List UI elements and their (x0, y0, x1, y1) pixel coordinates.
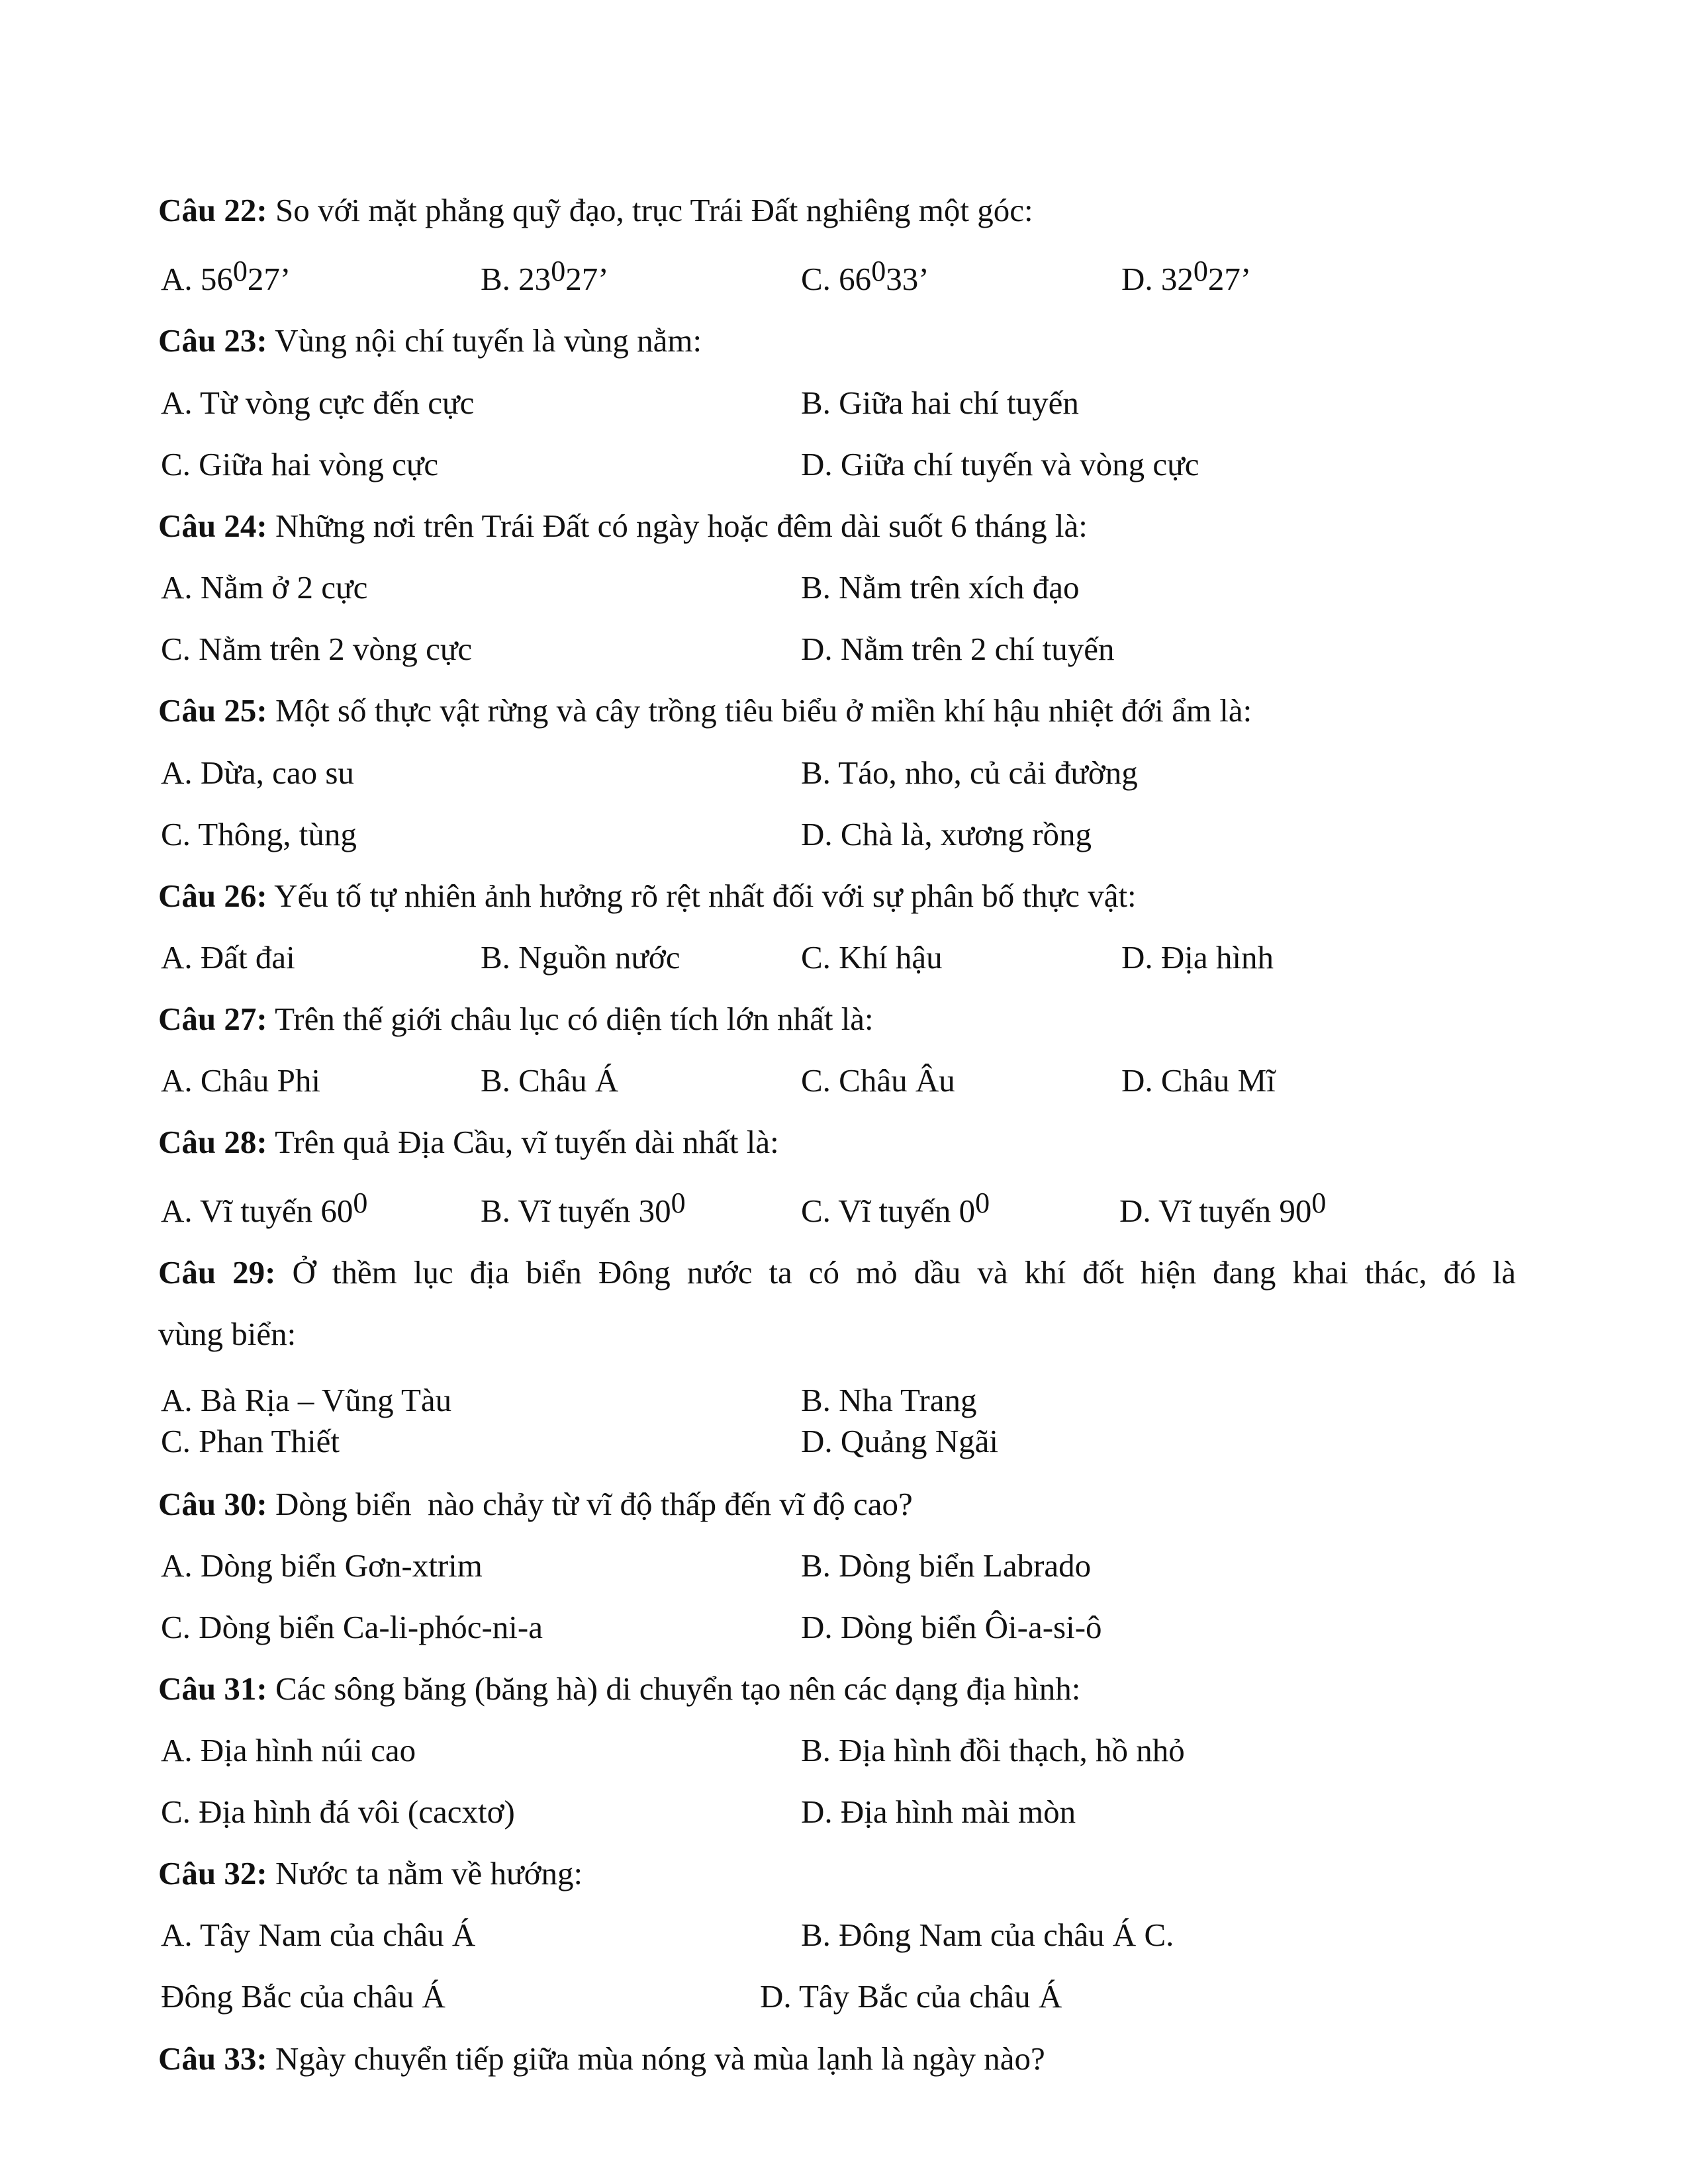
question-text: Vùng nội chí tuyến là vùng nằm: (267, 322, 702, 359)
option-c: C. Thông, tùng (161, 816, 357, 852)
option-d: D. Vĩ tuyến 900 (1119, 1187, 1327, 1229)
question-number: Câu 32: (158, 1855, 267, 1891)
question-number: Câu 27: (158, 1001, 267, 1037)
option-b: B. Giữa hai chí tuyến (801, 385, 1079, 421)
option-b: B. Vĩ tuyến 300 (481, 1187, 686, 1229)
option-a: A. Dòng biển Gơn-xtrim (161, 1547, 483, 1584)
option-d: D. 32027’ (1121, 255, 1252, 297)
option-d: D. Giữa chí tuyến và vòng cực (801, 446, 1199, 482)
question-number: Câu 31: (158, 1670, 267, 1707)
question-text: Dòng biển nào chảy từ vĩ độ thấp đến vĩ độ cao? (267, 1486, 913, 1522)
option-c: C. Vĩ tuyến 00 (801, 1187, 990, 1229)
option-d: D. Địa hình mài mòn (801, 1794, 1076, 1830)
option-c: C. Phan Thiết (161, 1423, 340, 1459)
option-c: C. Địa hình đá vôi (cacxtơ) (161, 1794, 515, 1830)
option-b: B. Nguồn nước (481, 939, 680, 976)
question-26 (158, 880, 1137, 912)
question-22 (158, 194, 1033, 226)
option-d: D. Chà là, xương rồng (801, 816, 1092, 852)
question-number: Câu 26: (158, 878, 267, 914)
option-a: A. Dừa, cao su (161, 754, 354, 791)
option-b: B. Nằm trên xích đạo (801, 569, 1080, 606)
question-text: Một số thực vật rừng và cây trồng tiêu biểu ở miền khí hậu nhiệt đới ẩm là: (267, 692, 1252, 729)
question-text: Trên quả Địa Cầu, vĩ tuyến dài nhất là: (267, 1124, 779, 1160)
option-a: A. Nằm ở 2 cực (161, 569, 368, 606)
option-b: B. Táo, nho, củ cải đường (801, 754, 1138, 791)
option-b: B. 23027’ (481, 255, 609, 297)
question-text: So với mặt phẳng quỹ đạo, trục Trái Đất nghiêng một góc: (267, 192, 1033, 228)
question-31 (158, 1672, 1080, 1705)
question-number: Câu 24: (158, 508, 267, 544)
option-a: A. 56027’ (161, 255, 291, 297)
question-text: Ngày chuyển tiếp giữa mùa nóng và mùa lạnh là ngày nào? (267, 2040, 1045, 2077)
option-a: A. Tây Nam của châu Á (161, 1917, 476, 1953)
option-c: C. Nằm trên 2 vòng cực (161, 631, 473, 667)
question-24 (158, 510, 1088, 542)
option-c: Đông Bắc của châu Á (161, 1978, 445, 2015)
question-text: Trên thế giới châu lục có diện tích lớn nhất là: (267, 1001, 874, 1037)
option-b: B. Địa hình đồi thạch, hồ nhỏ (801, 1732, 1185, 1768)
option-b: B. Đông Nam của châu Á C. (801, 1917, 1174, 1953)
question-text: Những nơi trên Trái Đất có ngày hoặc đêm dài suốt 6 tháng là: (267, 508, 1088, 544)
option-a: A. Từ vòng cực đến cực (161, 385, 475, 421)
question-number: Câu 23: (158, 322, 267, 359)
option-c: C. Khí hậu (801, 939, 943, 976)
option-a: A. Bà Rịa – Vũng Tàu (161, 1382, 452, 1418)
option-d: D. Châu Mĩ (1121, 1062, 1276, 1099)
question-text: Nước ta nằm về hướng: (267, 1855, 583, 1891)
option-c: C. Châu Âu (801, 1062, 955, 1099)
question-number: Câu 33: (158, 2040, 267, 2077)
question-28 (158, 1126, 779, 1158)
question-number: Câu 29: (158, 1254, 276, 1291)
option-b: B. Dòng biển Labrado (801, 1547, 1092, 1584)
question-number: Câu 22: (158, 192, 267, 228)
question-30 (158, 1488, 913, 1520)
question-text: Yếu tố tự nhiên ảnh hưởng rõ rệt nhất đối với sự phân bố thực vật: (267, 878, 1137, 914)
question-23 (158, 324, 702, 357)
question-27 (158, 1003, 874, 1035)
option-d: D. Nằm trên 2 chí tuyến (801, 631, 1115, 667)
option-b: B. Nha Trang (801, 1382, 977, 1418)
option-c: C. Dòng biển Ca-li-phóc-ni-a (161, 1609, 543, 1645)
question-32 (158, 1857, 583, 1889)
option-b: B. Châu Á (481, 1062, 619, 1099)
option-c: C. Giữa hai vòng cực (161, 446, 439, 482)
option-d: D. Quảng Ngãi (801, 1423, 999, 1459)
option-d: D. Dòng biển Ôi-a-si-ô (801, 1609, 1102, 1645)
question-number: Câu 30: (158, 1486, 267, 1522)
option-c: C. 66033’ (801, 255, 929, 297)
option-a: A. Vĩ tuyến 600 (161, 1187, 368, 1229)
option-d: D. Tây Bắc của châu Á (760, 1978, 1062, 2015)
option-a: A. Châu Phi (161, 1062, 320, 1099)
option-d: D. Địa hình (1121, 939, 1274, 976)
question-text: Các sông băng (băng hà) di chuyển tạo nên các dạng địa hình: (267, 1670, 1081, 1707)
option-a: A. Đất đai (161, 939, 295, 976)
question-number: Câu 28: (158, 1124, 267, 1160)
question-29-continued: vùng biển: (158, 1316, 297, 1352)
question-text: Ở thềm lục địa biển Đông nước ta có mỏ dầu và khí đốt hiện đang khai thác, đó là (275, 1254, 1516, 1291)
question-33 (158, 2042, 1045, 2075)
option-a: A. Địa hình núi cao (161, 1732, 416, 1768)
question-25 (158, 694, 1252, 727)
question-29 (158, 1256, 1516, 1289)
question-number: Câu 25: (158, 692, 267, 729)
